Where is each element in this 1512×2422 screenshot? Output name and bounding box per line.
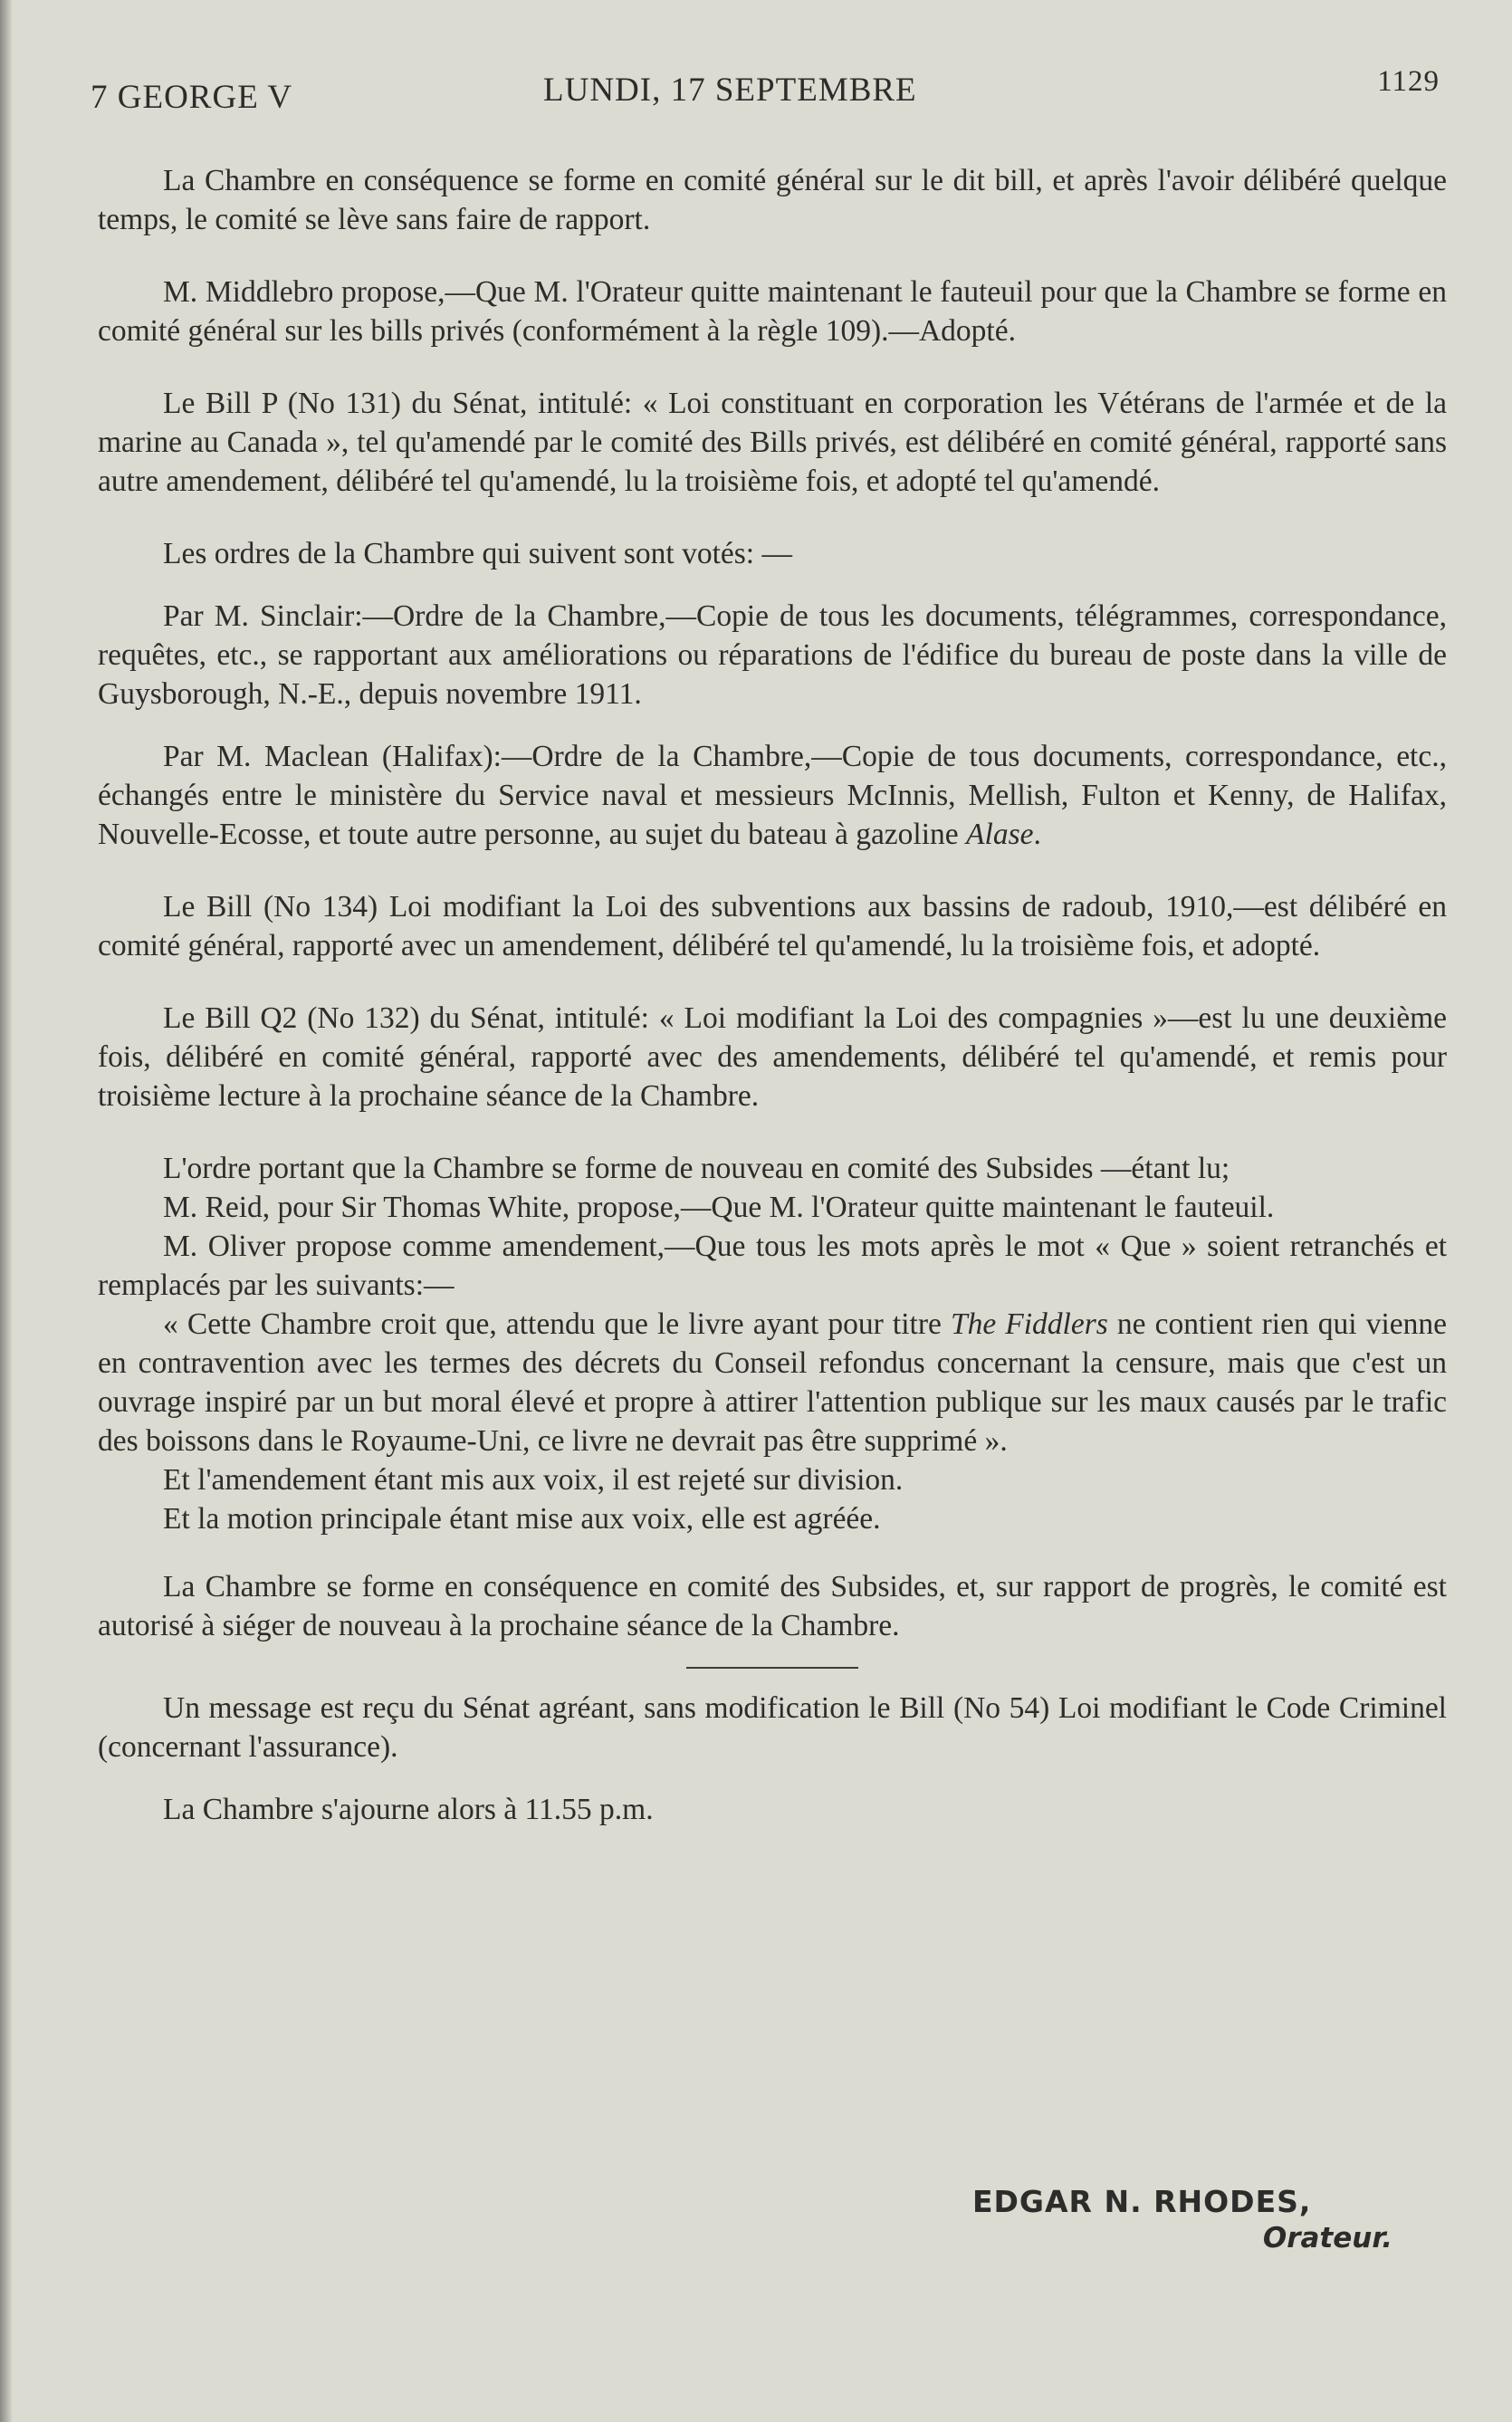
- paragraph: L'ordre portant que la Chambre se forme de nouveau en comité des Subsides —étant lu;: [163, 1152, 1230, 1185]
- signature-block: [969, 2184, 1403, 2265]
- paragraph: Par M. Maclean (Halifax):—Ordre de la Chambre,—Copie de tous documents, correspondance, etc., échangés entre le ministère du Service naval et messieurs McInnis, Mellish, Fulton et Kenny, de Halifax, Nouvelle-Ecosse, et toute autre personne, au sujet du bateau à gazoline Alase.: [98, 740, 1447, 851]
- paragraph: La Chambre se forme en conséquence en comité des Subsides, et, sur rapport de progrès, le comité est autorisé à siéger de nouveau à la prochaine séance de la Chambre.: [98, 1570, 1447, 1642]
- paragraph: Un message est reçu du Sénat agréant, sans modification le Bill (No 54) Loi modifiant le Code Criminel (concernant l'assurance).: [98, 1691, 1447, 1764]
- paragraph: Le Bill P (No 131) du Sénat, intitulé: « Loi constituant en corporation les Vétérans de l'armée et de la marine au Canada », tel qu'amendé par le comité des Bills privés, est délibéré en comité général, rapporté sans autre amendement, délibéré tel qu'amendé, lu la troisième fois, et adopté tel qu'amendé.: [98, 387, 1447, 498]
- paragraph-text: ne contient rien qui vienne en contravention avec les termes des décrets du Conseil refondus concernant la censure, mais que c'est un ouvrage inspiré par un but moral élevé et propre à attirer l'attention publique sur les maux causés par le trafic des boissons dans le Royaume-Uni, ce livre ne devrait pas être supprimé ».: [98, 1307, 1447, 1458]
- page-edge-shadow: [0, 0, 13, 2422]
- paragraph: Le Bill (No 134) Loi modifiant la Loi des subventions aux bassins de radoub, 1910,—est délibéré en comité général, rapporté avec un amendement, délibéré tel qu'amendé, lu la troisième fois, et adopté.: [98, 890, 1447, 962]
- paragraph-text: « Cette Chambre croit que, attendu que le livre ayant pour titre: [163, 1307, 942, 1341]
- paragraph: [98, 1305, 1447, 1460]
- paragraph: La Chambre en conséquence se forme en comité général sur le dit bill, et après l'avoir délibéré quelque temps, le comité se lève sans faire de rapport.: [98, 164, 1447, 236]
- boat-name: Alase: [966, 818, 1034, 851]
- paragraph: Par M. Sinclair:—Ordre de la Chambre,—Copie de tous les documents, télégrammes, correspondance, requêtes, etc., se rapportant aux améliorations ou réparations de l'édifice du bureau de poste dans la ville de Guysborough, N.-E., depuis novembre 1911.: [98, 599, 1447, 711]
- book-title: The Fiddlers: [950, 1307, 1108, 1341]
- paragraph: M. Reid, pour Sir Thomas White, propose,—Que M. l'Orateur quitte maintenant le fauteuil.: [163, 1191, 1275, 1224]
- header-reign: 7 GEORGE V: [91, 79, 293, 116]
- section-divider: [686, 1667, 858, 1669]
- paragraph: Et l'amendement étant mis aux voix, il est rejeté sur division.: [163, 1463, 904, 1497]
- paragraph-text: Par M. Maclean (Halifax):—Ordre de la Chambre,—Copie de tous documents, correspondance, etc., échangés entre le ministère du Service naval et messieurs McInnis, Mellish, Fulton et Kenny, de Halifax, Nouvelle-Ecosse, et toute autre personne, au sujet du bateau à gazoline: [98, 740, 1447, 851]
- paragraph: La Chambre s'ajourne alors à 11.55 p.m.: [163, 1793, 654, 1826]
- page-number: 1129: [1377, 65, 1440, 98]
- paragraph: M. Oliver propose comme amendement,—Que tous les mots après le mot « Que » soient retranchés et remplacés par les suivants:—: [98, 1230, 1447, 1302]
- paragraph: Le Bill Q2 (No 132) du Sénat, intitulé: « Loi modifiant la Loi des compagnies »—est lu une deuxième fois, délibéré en comité général, rapporté avec des amendements, délibéré tel qu'amendé, et remis pour troisième lecture à la prochaine séance de la Chambre.: [98, 1001, 1447, 1113]
- paragraph: Et la motion principale étant mise aux voix, elle est agréée.: [163, 1502, 881, 1536]
- paragraph: M. Middlebro propose,—Que M. l'Orateur quitte maintenant le fauteuil pour que la Chambre se forme en comité général sur les bills privés (conformément à la règle 109).—Adopté.: [98, 275, 1447, 348]
- speaker-name: EDGAR N. RHODES,: [972, 2184, 1312, 2219]
- page-body: [98, 161, 1447, 1829]
- page-header: [91, 65, 1440, 125]
- speaker-title: Orateur.: [1262, 2222, 1392, 2254]
- paragraph: Les ordres de la Chambre qui suivent sont votés: —: [163, 537, 792, 570]
- header-date: LUNDI, 17 SEPTEMBRE: [543, 72, 917, 109]
